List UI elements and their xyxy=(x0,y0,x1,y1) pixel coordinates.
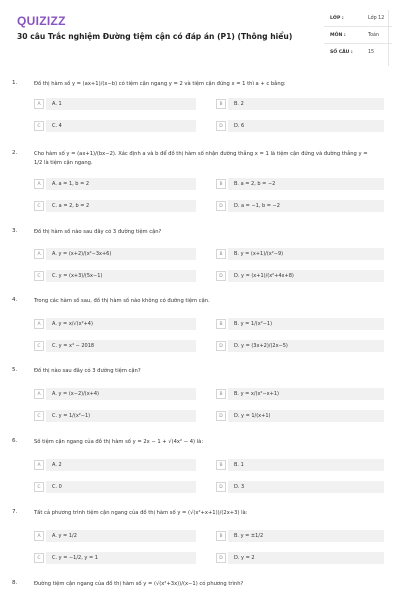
question-text: Đồ thị hàm số nào sau đây có 3 đường tiệm cận? xyxy=(34,229,162,235)
meta-label: LỚP : xyxy=(330,15,344,21)
option-text: B. a = 2, b = −2 xyxy=(228,178,384,190)
option-letter: A xyxy=(34,389,44,399)
quizizz-logo: QUIZIZZ xyxy=(17,14,66,28)
option-text: C. y = x⁴ − 2018 xyxy=(46,340,196,352)
option-text: B. y = (x+1)/(x²−9) xyxy=(228,248,384,260)
meta-value: 15 xyxy=(368,50,375,55)
option-b[interactable] xyxy=(216,178,384,190)
meta-value: Lớp 12 xyxy=(368,15,385,21)
option-letter: B xyxy=(216,249,226,259)
option-text: D. y = (3x+2)/(2x−5) xyxy=(228,340,384,352)
option-a[interactable] xyxy=(34,318,196,330)
option-letter: C xyxy=(34,553,44,563)
option-letter: A xyxy=(34,249,44,259)
option-letter: B xyxy=(216,179,226,189)
meta-row-class xyxy=(324,10,392,27)
option-d[interactable] xyxy=(216,200,384,212)
meta-divider xyxy=(388,10,389,66)
question-number: 8. xyxy=(12,580,18,586)
option-d[interactable] xyxy=(216,552,384,564)
option-letter: B xyxy=(216,531,226,541)
option-text: A. 2 xyxy=(46,459,196,471)
meta-panel xyxy=(324,10,392,61)
option-a[interactable] xyxy=(34,178,196,190)
option-text: D. y = 2 xyxy=(228,552,384,564)
option-text: C. y = 1/(x²−1) xyxy=(46,410,196,422)
option-letter: D xyxy=(216,201,226,211)
option-text: A. a = 1, b = 2 xyxy=(46,178,196,190)
option-letter: C xyxy=(34,201,44,211)
option-d[interactable] xyxy=(216,481,384,493)
option-c[interactable] xyxy=(34,270,196,282)
meta-row-count xyxy=(324,44,392,61)
option-letter: C xyxy=(34,121,44,131)
option-text: D. y = 1/(x+1) xyxy=(228,410,384,422)
option-text: C. a = 2, b = 2 xyxy=(46,200,196,212)
option-letter: A xyxy=(34,531,44,541)
option-letter: B xyxy=(216,319,226,329)
option-c[interactable] xyxy=(34,552,196,564)
option-letter: A xyxy=(34,460,44,470)
option-text: D. y = (x+1)/(x²+4x+8) xyxy=(228,270,384,282)
option-text: A. y = (x−2)/(x+4) xyxy=(46,388,196,400)
question-text: Trong các hàm số sau, đồ thị hàm số nào không có đường tiệm cận. xyxy=(34,298,210,304)
option-text: C. 4 xyxy=(46,120,196,132)
option-text: C. 0 xyxy=(46,481,196,493)
question-number: 3. xyxy=(12,228,18,234)
option-text: D. 3 xyxy=(228,481,384,493)
option-a[interactable] xyxy=(34,98,196,110)
option-c[interactable] xyxy=(34,481,196,493)
option-text: D. 6 xyxy=(228,120,384,132)
option-text: A. y = 1/2 xyxy=(46,530,196,542)
option-text: B. y = 1/(x²−1) xyxy=(228,318,384,330)
option-b[interactable] xyxy=(216,530,384,542)
option-letter: B xyxy=(216,460,226,470)
option-letter: B xyxy=(216,99,226,109)
question-text: Số tiệm cận ngang của đồ thị hàm số y = 2x − 1 + √(4x² − 4) là: xyxy=(34,439,204,445)
option-text: C. y = −1/2, y = 1 xyxy=(46,552,196,564)
option-text: B. y = ±1/2 xyxy=(228,530,384,542)
option-text: B. y = x/(x²−x+1) xyxy=(228,388,384,400)
option-text: A. y = x/√(x²+4) xyxy=(46,318,196,330)
question-text: Đồ thị hàm số y = (ax+1)/(x−b) có tiệm cận ngang y = 2 và tiệm cận đứng x = 1 thì a + c bằng: xyxy=(34,81,286,87)
question-number: 4. xyxy=(12,297,18,303)
option-letter: D xyxy=(216,553,226,563)
option-d[interactable] xyxy=(216,410,384,422)
meta-label: SỐ CÂU : xyxy=(330,50,353,55)
option-letter: A xyxy=(34,179,44,189)
option-text: B. 2 xyxy=(228,98,384,110)
question-number: 2. xyxy=(12,150,18,156)
option-d[interactable] xyxy=(216,270,384,282)
option-letter: D xyxy=(216,411,226,421)
question-text: Tất cả phương trình tiệm cận ngang của đồ thị hàm số y = (√(x²+x+1))/(2x+3) là: xyxy=(34,510,248,516)
option-text: A. y = (x+2)/(x²−3x+6) xyxy=(46,248,196,260)
option-b[interactable] xyxy=(216,98,384,110)
question-text: Đường tiệm cận ngang của đồ thị hàm số y = (√(x²+3x))/(x−1) có phương trình? xyxy=(34,581,244,587)
meta-row-subject xyxy=(324,27,392,44)
option-text: A. 1 xyxy=(46,98,196,110)
option-letter: C xyxy=(34,271,44,281)
option-c[interactable] xyxy=(34,410,196,422)
question-number: 1. xyxy=(12,80,18,86)
question-number: 7. xyxy=(12,509,18,515)
meta-value: Toán xyxy=(368,32,380,38)
option-letter: D xyxy=(216,121,226,131)
question-number: 6. xyxy=(12,438,18,444)
option-letter: B xyxy=(216,389,226,399)
option-letter: D xyxy=(216,341,226,351)
option-c[interactable] xyxy=(34,340,196,352)
option-d[interactable] xyxy=(216,340,384,352)
meta-label: MÔN : xyxy=(330,32,346,38)
option-letter: C xyxy=(34,411,44,421)
option-text: C. y = (x+3)/(5x−1) xyxy=(46,270,196,282)
option-letter: D xyxy=(216,482,226,492)
option-a[interactable] xyxy=(34,530,196,542)
option-b[interactable] xyxy=(216,318,384,330)
option-letter: A xyxy=(34,319,44,329)
page-title: 30 câu Trắc nghiệm Đường tiệm cận có đáp án (P1) (Thông hiểu) xyxy=(17,32,293,41)
option-c[interactable] xyxy=(34,120,196,132)
option-letter: A xyxy=(34,99,44,109)
option-a[interactable] xyxy=(34,459,196,471)
option-text: D. a = −1, b = −2 xyxy=(228,200,384,212)
question-number: 5. xyxy=(12,367,18,373)
option-b[interactable] xyxy=(216,248,384,260)
header xyxy=(0,0,400,70)
option-b[interactable] xyxy=(216,459,384,471)
option-d[interactable] xyxy=(216,120,384,132)
option-letter: D xyxy=(216,271,226,281)
question-text: Đồ thị nào sau đây có 3 đường tiệm cận? xyxy=(34,368,141,374)
option-letter: C xyxy=(34,341,44,351)
option-a[interactable] xyxy=(34,248,196,260)
option-b[interactable] xyxy=(216,388,384,400)
option-c[interactable] xyxy=(34,200,196,212)
option-text: B. 1 xyxy=(228,459,384,471)
option-a[interactable] xyxy=(34,388,196,400)
question-text: Cho hàm số y = (ax+1)/(bx−2). Xác định a và b để đồ thị hàm số nhận đường thẳng x = 1 là tiệm cận đứng và đường thẳng y = 1/2 là tiệm cận ngang. xyxy=(34,151,368,166)
option-letter: C xyxy=(34,482,44,492)
